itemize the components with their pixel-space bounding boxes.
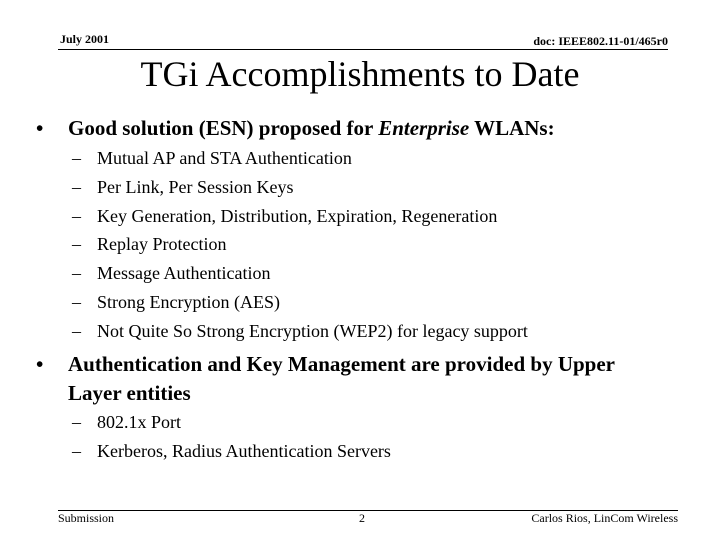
sub-item-dash: – [72,263,81,283]
bullet-1-text [68,114,555,143]
bullet-1-text-after: WLANs: [469,116,555,140]
header-date: July 2001 [60,32,110,46]
bullet-1-text-emphasis: Enterprise [378,116,470,140]
footer-submission: Submission [58,511,115,525]
bullet-2 [36,350,706,410]
sub-item-dash: – [72,412,81,432]
sub-item-text: Mutual AP and STA Authentication [97,148,352,168]
sub-item-dash: – [72,234,81,254]
slide-title: TGi Accomplishments to Date [140,54,580,94]
header-doc-id: doc: IEEE802.11-01/465r0 [533,34,668,48]
bullet-1-marker: • [36,116,44,140]
sub-item-text: Message Authentication [97,263,271,283]
sub-item-dash: – [72,177,81,197]
footer-author: Carlos Rios, LinCom Wireless [531,511,678,525]
sub-item-dash: – [72,441,81,461]
sub-item-dash: – [72,292,81,312]
footer-page-number: 2 [359,511,365,525]
bullet-2-line-1: Authentication and Key Management are provided by Upper [68,352,615,376]
bullet-2-line-2: Layer entities [68,381,191,405]
sub-item-dash: – [72,148,81,168]
sub-item-text: Kerberos, Radius Authentication Servers [97,441,391,461]
sub-item-dash: – [72,206,81,226]
sub-item-text: Strong Encryption (AES) [97,292,280,312]
bullet-1 [36,114,696,144]
sub-item-text: 802.1x Port [97,412,182,432]
sub-item-text: Not Quite So Strong Encryption (WEP2) for legacy support [97,321,528,341]
sub-item-text: Replay Protection [97,234,227,254]
sub-item-dash: – [72,321,81,341]
sub-item-text: Per Link, Per Session Keys [97,177,294,197]
sub-item-text: Key Generation, Distribution, Expiration, Regeneration [97,206,498,226]
header-rule [58,49,668,50]
bullet-1-text-before: Good solution (ESN) proposed for [68,116,379,140]
bullet-2-marker: • [36,352,44,376]
